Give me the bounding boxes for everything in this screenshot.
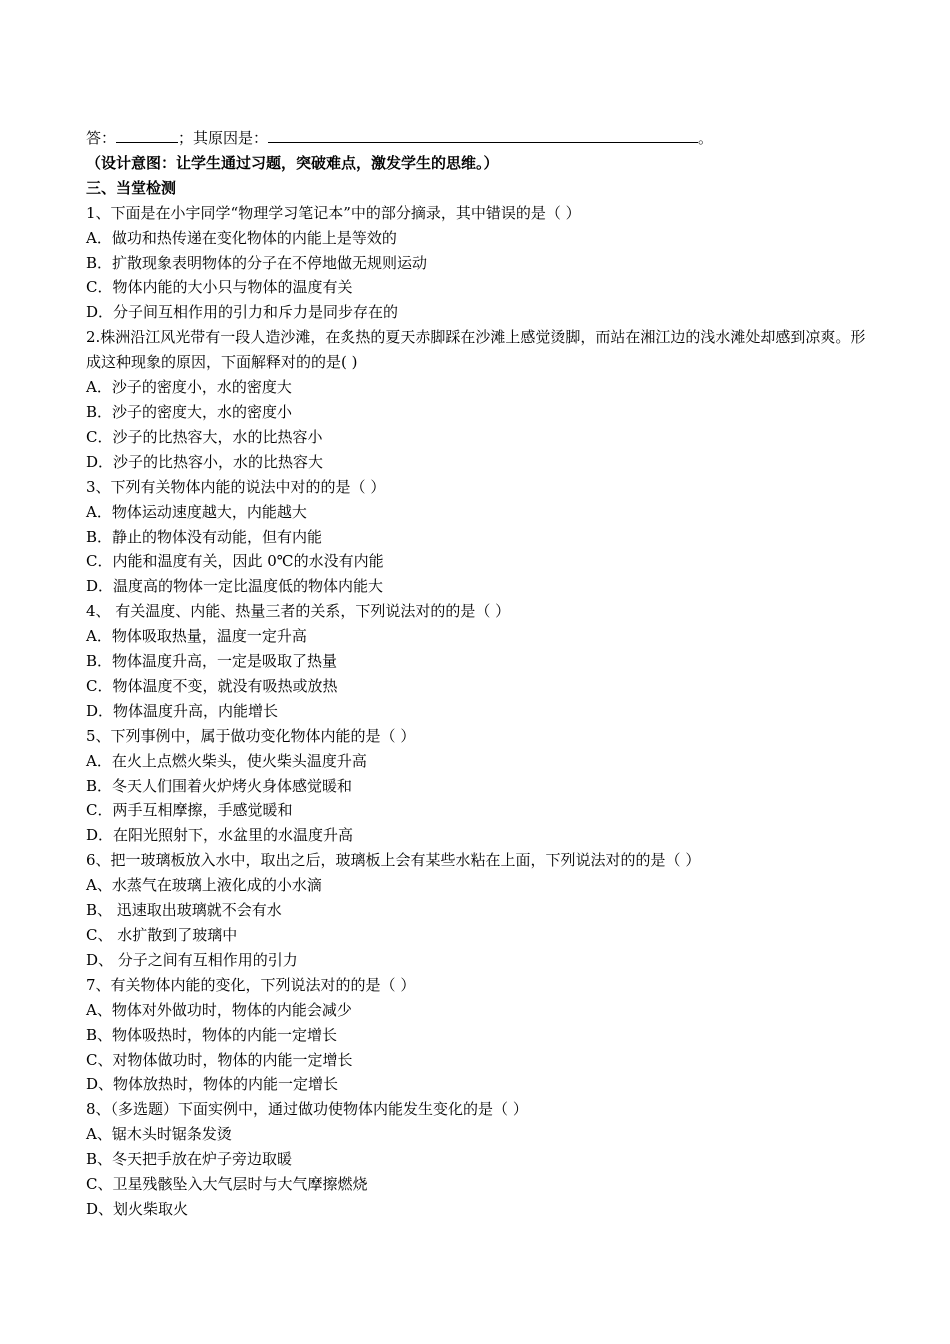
question-5 [86, 724, 876, 849]
document-page [86, 126, 876, 1222]
option-b: B、冬天把手放在炉子旁边取暖 [86, 1150, 293, 1169]
option-a: A、物体对外做功时，物体的内能会减少 [86, 1000, 352, 1019]
question-1 [86, 201, 876, 326]
answer-blank[interactable] [116, 127, 178, 143]
reason-blank[interactable] [268, 127, 698, 143]
design-intent: （设计意图：让学生通过习题，突破难点，激发学生的思维。） [86, 153, 499, 172]
option-b: B．沙子的密度大，水的密度小 [86, 402, 293, 421]
question-8 [86, 1097, 876, 1222]
option-a: A．做功和热传递在变化物体的内能上是等效的 [86, 228, 397, 247]
question-stem: 7、有关物体内能的变化，下列说法对的的是（ ） [86, 975, 416, 994]
option-c: C．沙子的比热容大，水的比热容小 [86, 427, 323, 446]
answer-prefix: 答： [86, 129, 117, 147]
option-d: D、物体放热时，物体的内能一定增长 [86, 1075, 339, 1094]
question-3 [86, 475, 876, 600]
question-stem: 1、下面是在小宇同学“物理学习笔记本”中的部分摘录，其中错误的是（ ） [86, 203, 581, 222]
option-a: A．物体运动速度越大，内能越大 [86, 502, 307, 521]
option-b: B．静止的物体没有动能，但有内能 [86, 527, 323, 546]
answer-line [86, 126, 876, 151]
option-d: D．分子间互相作用的引力和斥力是同步存在的 [86, 303, 399, 322]
question-stem: 5、下列事例中，属于做功变化物体内能的是（ ） [86, 726, 416, 745]
option-d: D．温度高的物体一定比温度低的物体内能大 [86, 577, 384, 596]
option-c: C、对物体做功时，物体的内能一定增长 [86, 1050, 353, 1069]
option-d: D．物体温度升高，内能增长 [86, 701, 279, 720]
option-d: D．在阳光照射下，水盆里的水温度升高 [86, 826, 354, 845]
option-d: D．沙子的比热容小，水的比热容大 [86, 452, 324, 471]
question-stem: 6、把一玻璃板放入水中，取出之后，玻璃板上会有某些水粘在上面，下列说法对的的是（ ） [86, 851, 701, 870]
option-d: D、划火柴取火 [86, 1199, 189, 1218]
answer-suffix: 。 [698, 129, 714, 147]
option-c: C．两手互相摩擦，手感觉暖和 [86, 801, 293, 820]
question-6 [86, 848, 876, 973]
option-a: A、水蒸气在玻璃上液化成的小水滴 [86, 876, 322, 895]
option-b: B．物体温度升高，一定是吸取了热量 [86, 652, 338, 671]
option-d: D、 分子之间有互相作用的引力 [86, 950, 298, 969]
option-b: B、 迅速取出玻璃就不会有水 [86, 901, 282, 920]
question-2 [86, 325, 876, 474]
question-stem: 8、（多选题）下面实例中，通过做功使物体内能发生变化的是（ ） [86, 1100, 528, 1119]
option-a: A、锯木头时锯条发烫 [86, 1125, 232, 1144]
option-a: A．物体吸取热量，温度一定升高 [86, 627, 307, 646]
option-b: B．扩散现象表明物体的分子在不停地做无规则运动 [86, 253, 428, 272]
option-b: B、物体吸热时，物体的内能一定增长 [86, 1025, 338, 1044]
question-7 [86, 973, 876, 1098]
question-stem: 3、下列有关物体内能的说法中对的的是（ ） [86, 477, 386, 496]
option-c: C．物体温度不变，就没有吸热或放热 [86, 676, 338, 695]
option-c: C．物体内能的大小只与物体的温度有关 [86, 278, 353, 297]
option-a: A．沙子的密度小，水的密度大 [86, 378, 292, 397]
option-c: C、卫星残骸坠入大气层时与大气摩擦燃烧 [86, 1175, 368, 1194]
question-stem: 2.株洲沿江风光带有一段人造沙滩，在炙热的夏天赤脚踩在沙滩上感觉烫脚，而站在湘江边的浅水滩处却感到凉爽。形成这种现象的原因，下面解释对的的是( ) [86, 328, 866, 372]
question-stem: 4、 有关温度、内能、热量三者的关系，下列说法对的的是（ ） [86, 602, 511, 621]
section-title: 三、当堂检测 [86, 178, 177, 197]
question-4 [86, 599, 876, 724]
answer-middle: ；其原因是： [178, 129, 269, 147]
option-c: C．内能和温度有关，因此 0℃的水没有内能 [86, 552, 384, 571]
option-a: A．在火上点燃火柴头，使火柴头温度升高 [86, 751, 367, 770]
option-b: B．冬天人们围着火炉烤火身体感觉暖和 [86, 776, 353, 795]
option-c: C、 水扩散到了玻璃中 [86, 926, 238, 944]
